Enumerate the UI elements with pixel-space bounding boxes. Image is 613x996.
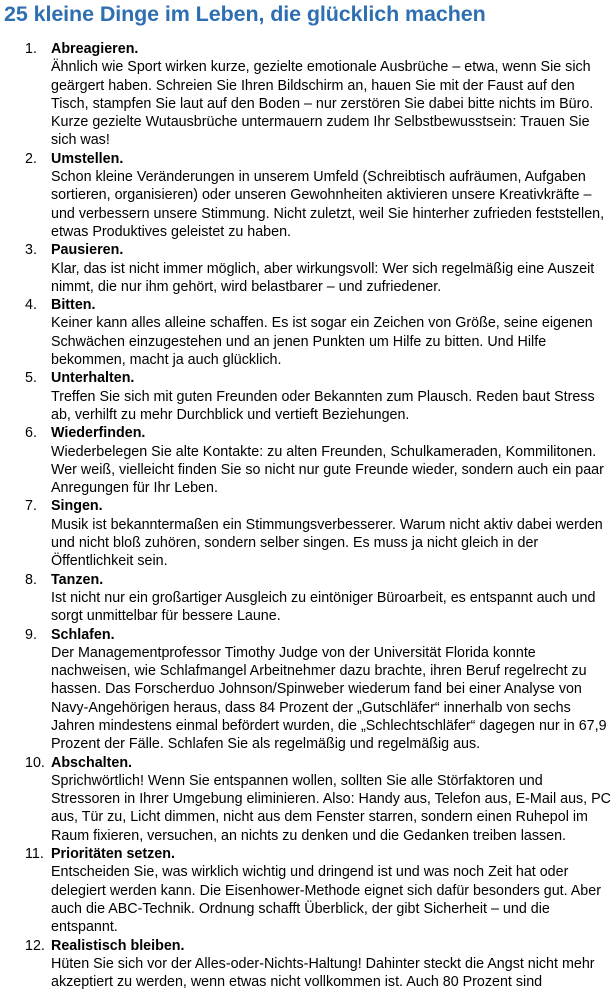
list-item (0, 241, 613, 296)
item-heading: Bitten. (51, 297, 96, 314)
item-text: Hüten Sie sich vor der Alles-oder-Nichts-Haltung! Dahinter steckt die Angst nicht mehr akzeptiert zu werden, wenn etwas nicht vollkommen ist. Auch 80 Prozent sind (51, 955, 595, 991)
item-number: 12. (25, 937, 45, 954)
item-number: 7. (25, 498, 37, 515)
item-text: Klar, das ist nicht immer möglich, aber wirkungsvoll: Wer sich regelmäßig eine Auszeit nimmt, die nur ihm gehört, wird belastbarer – und zufriedener. (51, 260, 595, 295)
item-number: 8. (25, 571, 37, 588)
list-item (0, 626, 613, 754)
item-heading: Unterhalten. (51, 370, 135, 387)
tips-list (0, 40, 613, 991)
item-heading: Prioritäten setzen. (51, 846, 175, 863)
item-heading: Abschalten. (51, 754, 133, 771)
item-text: Keiner kann alles alleine schaffen. Es ist sogar ein Zeichen von Größe, seine eigenen Schwächen einzugestehen und an jenen Punkten um Hilfe zu bitten. Und Hilfe bekommen, macht ja auch glücklich. (51, 315, 593, 369)
list-item (0, 40, 613, 150)
item-heading: Realistisch bleiben. (51, 937, 185, 954)
list-item (0, 937, 613, 992)
item-text: Ist nicht nur ein großartiger Ausgleich zu eintöniger Büroarbeit, es entspannt auch und sorgt unmittelbar für bessere Laune. (51, 589, 596, 625)
item-number: 3. (25, 242, 37, 259)
item-number: 10. (25, 754, 45, 771)
item-number: 11. (25, 846, 44, 863)
document-title: 25 kleine Dinge im Leben, die glücklich machen (4, 2, 486, 26)
item-text: Sprichwörtlich! Wenn Sie entspannen wollen, sollten Sie alle Störfaktoren und Stressoren in Ihrer Umgebung eliminieren. Also: Handy aus, Telefon aus, E-Mail aus, PC aus, Tür zu, Licht dimmen, nicht aus dem Fenster starren, sondern einen Ruhepol im Raum fixieren, versuchen, an nichts zu denken und die Gedanken treiben lassen. (51, 772, 611, 844)
item-number: 2. (25, 150, 37, 167)
item-heading: Umstellen. (51, 150, 124, 167)
list-item (0, 845, 613, 936)
item-text: Entscheiden Sie, was wirklich wichtig und dringend ist und was noch Zeit hat oder delegiert werden kann. Die Eisenhower-Methode eignet sich dafür besonders gut. Aber auch die ABC-Technik. Ordnung schafft Überblick, der gibt Sicherheit – und die entspannt. (51, 864, 601, 936)
item-number: 5. (25, 370, 37, 387)
item-text: Wiederbelegen Sie alte Kontakte: zu alten Freunden, Schulkameraden, Kommilitonen. Wer weiß, vielleicht finden Sie so nicht nur gute Freunde wieder, sondern auch ein paar Anregungen für Ihr Leben. (51, 443, 604, 497)
item-number: 1. (25, 41, 37, 57)
item-text: Ähnlich wie Sport wirken kurze, gezielte emotionale Ausbrüche – etwa, wenn Sie sich geärgert haben. Schreien Sie Ihren Bildschirm an, hauen Sie mit der Faust auf den Tisch, stampfen Sie laut auf den Boden – nur zerstören Sie dabei bitte nichts im Büro. Kurze gezielte Wutausbrüche untermauern zudem Ihr Selbstbewusstsein: Trauen Sie sich was! (51, 59, 594, 149)
item-text: Musik ist bekanntermaßen ein Stimmungsverbesserer. Warum nicht aktiv dabei werden und nicht bloß zuhören, sondern selber singen. Es muss ja nicht gleich in der Öffentlichkeit sein. (51, 516, 603, 570)
list-item (0, 754, 613, 845)
item-number: 6. (25, 425, 37, 442)
item-text: Schon kleine Veränderungen in unserem Umfeld (Schreibtisch aufräumen, Aufgaben sortieren, organisieren) oder unseren Gewohnheiten aktivieren unsere Kreativkräfte – und verbessern unsere Stimmung. Nicht zuletzt, weil Sie hinterher zufrieden feststellen, etwas Produktives geleistet zu haben. (51, 169, 605, 240)
list-item (0, 150, 613, 241)
list-item (0, 571, 613, 626)
item-heading: Singen. (51, 498, 103, 515)
item-text: Treffen Sie sich mit guten Freunden oder Bekannten zum Plausch. Reden baut Stress ab, verhilft zu mehr Durchblick und vertieft Beziehungen. (51, 388, 595, 423)
item-heading: Schlafen. (51, 626, 115, 643)
list-item (0, 497, 613, 570)
list-item (0, 424, 613, 497)
item-heading: Tanzen. (51, 571, 104, 588)
item-number: 9. (25, 626, 37, 643)
item-text: Der Managementprofessor Timothy Judge von der Universität Florida konnte nachweisen, wie Schlafmangel Arbeitnehmer dazu brachte, ihren Beruf regelrecht zu hassen. Das Forscherduo Johnson/Spinweber wiederum fand bei einer Analyse von Navy-Angehörigen heraus, dass 84 Prozent der „Gutschläfer“ innerhalb von sechs Jahren mindestens einmal befördert wurden, die „Schlechtschläfer“ dagegen nur in 67,9 Prozent der Fälle. Schlafen Sie als regelmäßig und regelmäßig aus. (51, 644, 607, 753)
item-heading: Pausieren. (51, 242, 124, 259)
list-item (0, 296, 613, 369)
list-item (0, 369, 613, 424)
item-number: 4. (25, 297, 37, 314)
item-heading: Wiederfinden. (51, 425, 146, 442)
item-heading: Abreagieren. (51, 41, 139, 57)
